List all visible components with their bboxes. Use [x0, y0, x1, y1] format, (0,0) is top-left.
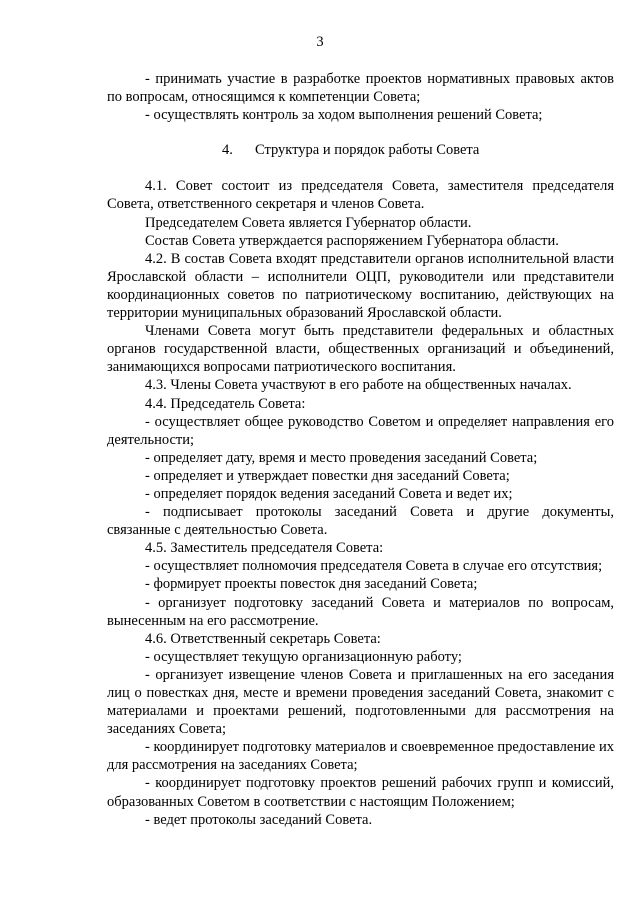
- list-item: - формирует проекты повесток дня заседаний Совета;: [145, 576, 478, 593]
- page-number: 3: [316, 34, 324, 50]
- paragraph: 4.1. Совет состоит из председателя Совета, заместителя председателя Совета, ответственного секретаря и членов Совета.: [107, 178, 614, 213]
- list-item: - координирует подготовку материалов и своевременное предоставление их для рассмотрения на заседаниях Совета;: [107, 739, 614, 774]
- list-item: - координирует подготовку проектов решений рабочих групп и комиссий, образованных Советом в соответствии с настоящим Положением;: [107, 775, 614, 810]
- list-item: - осуществляет текущую организационную работу;: [145, 648, 462, 665]
- paragraph: 4.6. Ответственный секретарь Совета:: [145, 630, 381, 647]
- section-heading: [107, 141, 614, 159]
- list-item: - осуществляет общее руководство Советом и определяет направления его деятельности;: [107, 413, 614, 448]
- list-item: - организует подготовку заседаний Совета и материалов по вопросам, вынесенным на его рассмотрение.: [107, 594, 614, 629]
- paragraph: 4.5. Заместитель председателя Совета:: [145, 540, 384, 557]
- paragraph: 4.4. Председатель Совета:: [145, 395, 306, 412]
- paragraph: Членами Совета могут быть представители федеральных и областных органов государственной власти, общественных организаций и объединений, занимающихся вопросами патриотического воспитания.: [107, 323, 614, 376]
- paragraph: 4.2. В состав Совета входят представители органов исполнительной власти Ярославской области – исполнители ОЦП, руководители или представители координационных советов по патриотическому воспитанию, действующих на территории муниципальных образований Ярославской области.: [107, 250, 614, 322]
- list-item: - определяет порядок ведения заседаний Совета и ведет их;: [145, 485, 513, 502]
- list-item: - ведет протоколы заседаний Совета.: [145, 811, 373, 828]
- paragraph: Состав Совета утверждается распоряжением Губернатора области.: [145, 232, 559, 249]
- paragraph: 4.3. Члены Совета участвуют в его работе на общественных началах.: [145, 377, 572, 394]
- list-item: - организует извещение членов Совета и приглашенных на его заседания лиц о повестках дня, месте и времени проведения заседаний Совета, знакомит с материалами и проектами решений, подготовленными для рассмотрения на заседаниях Совета;: [107, 666, 614, 738]
- list-item: - подписывает протоколы заседаний Совета и другие документы, связанные с деятельностью Совета.: [107, 504, 614, 539]
- paragraph: - принимать участие в разработке проектов нормативных правовых актов по вопросам, относящимся к компетенции Совета;: [107, 71, 614, 106]
- paragraph: - осуществлять контроль за ходом выполнения решений Совета;: [145, 107, 543, 124]
- section-title: Структура и порядок работы Совета: [255, 142, 480, 159]
- document-body: [107, 70, 614, 829]
- list-item: - определяет и утверждает повестки дня заседаний Совета;: [145, 467, 510, 484]
- paragraph: Председателем Совета является Губернатор области.: [145, 214, 472, 231]
- list-item: - осуществляет полномочия председателя Совета в случае его отсутствия;: [145, 558, 603, 575]
- list-item: - определяет дату, время и место проведения заседаний Совета;: [145, 449, 538, 466]
- section-number: 4.: [222, 142, 233, 159]
